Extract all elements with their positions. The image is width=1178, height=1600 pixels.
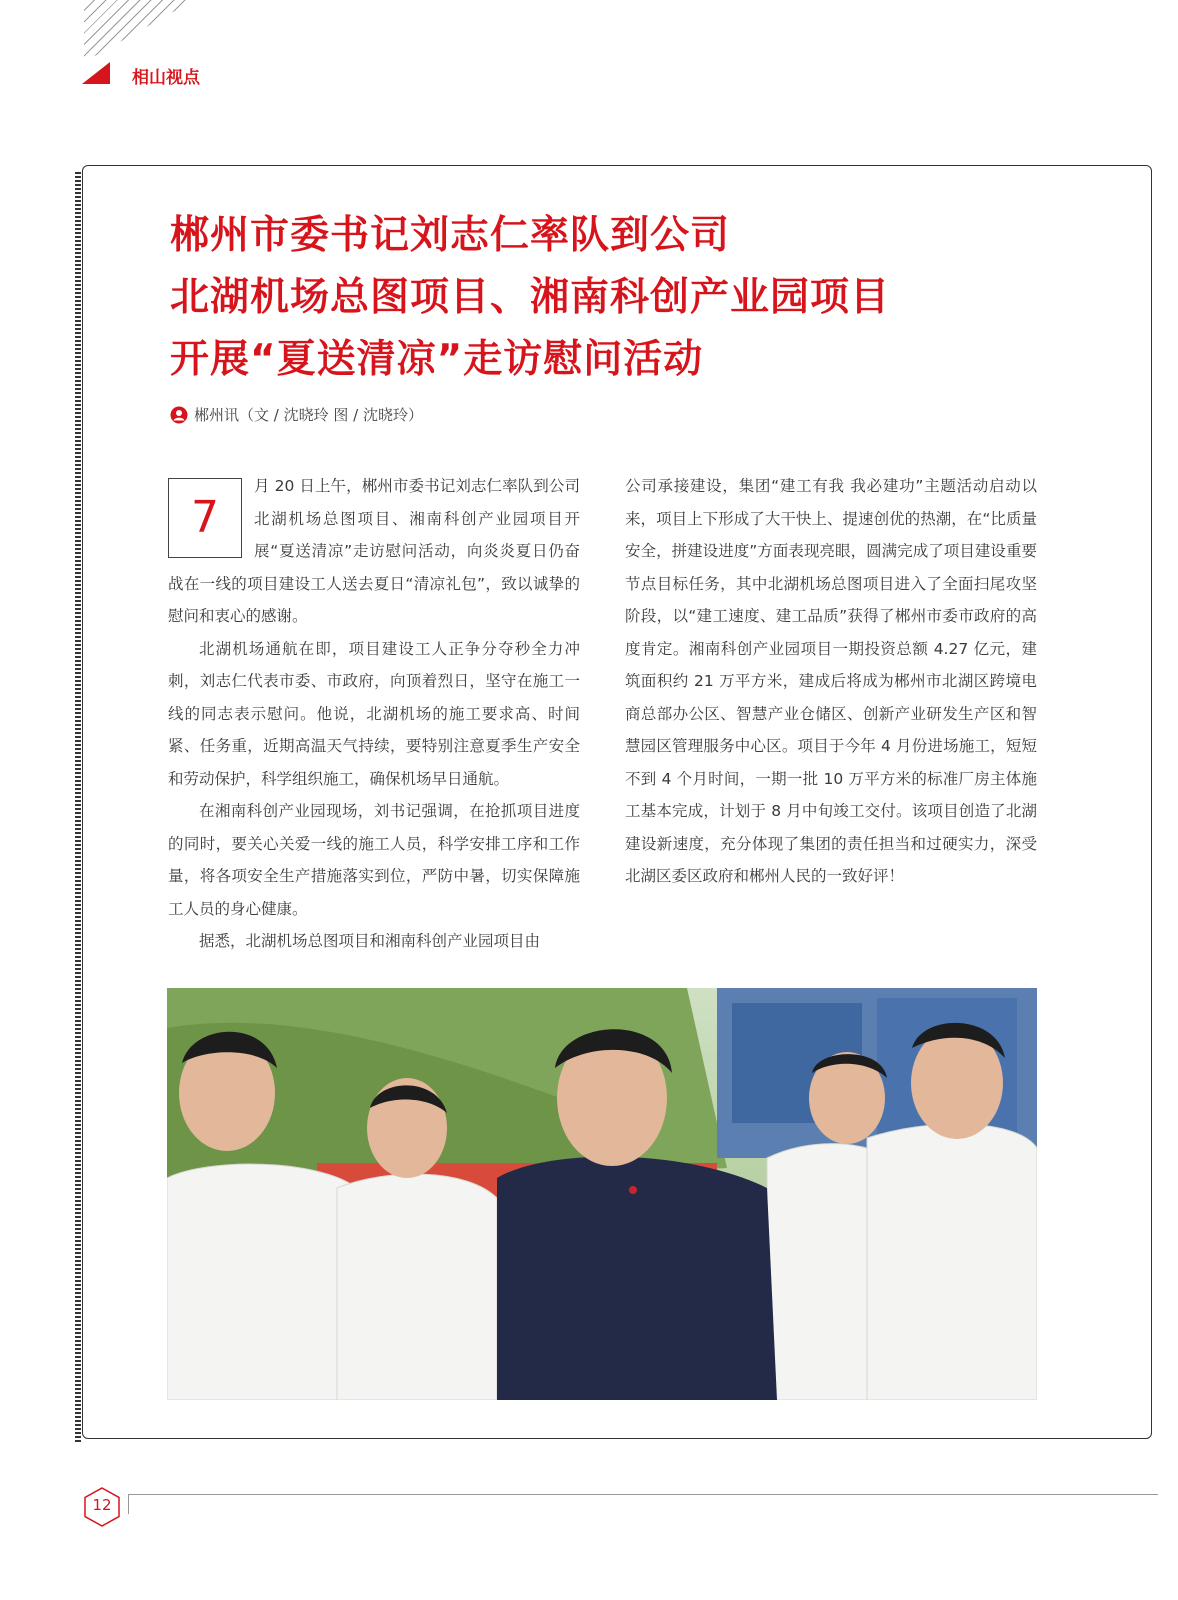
- paragraph: 月 20 日上午，郴州市委书记刘志仁率队到公司北湖机场总图项目、湘南科创产业园项目开展“夏送清凉”走访慰问活动，向炎炎夏日仍奋战在一线的项目建设工人送去夏日“清凉礼包”，致以诚挚的慰问和衷心的感谢。: [168, 477, 580, 625]
- photo-illustration: [167, 988, 1037, 1400]
- section-name: 相山视点: [132, 68, 200, 88]
- footer-rule: [128, 1494, 1158, 1495]
- byline-text: 郴州讯（文 / 沈晓玲 图 / 沈晓玲）: [194, 406, 423, 424]
- title-line: 北湖机场总图项目、湘南科创产业园项目: [170, 275, 891, 320]
- article-photo: [167, 988, 1037, 1400]
- person-icon: [170, 406, 188, 424]
- paragraph: 北湖机场通航在即，项目建设工人正争分夺秒全力冲刺，刘志仁代表市委、市政府，向顶着烈日，坚守在施工一线的同志表示慰问。他说，北湖机场的施工要求高、时间紧、任务重，近期高温天气持续，要特别注意夏季生产安全和劳动保护，科学组织施工，确保机场早日通航。: [168, 639, 580, 788]
- header-hatch-decoration: [84, 0, 194, 62]
- article-column-right: [625, 470, 1037, 893]
- footer-rule-tick: [128, 1494, 129, 1514]
- title-line: 郴州市委书记刘志仁率队到公司: [170, 213, 731, 258]
- paragraph: 公司承接建设，集团“建工有我 我必建功”主题活动启动以来，项目上下形成了大干快上、提速创优的热潮，在“比质量安全，拼建设进度”方面表现亮眼，圆满完成了项目建设重要节点目标任务，其中北湖机场总图项目进入了全面扫尾攻坚阶段，以“建工速度、建工品质”获得了郴州市委市政府的高度肯定。湘南科创产业园项目一期投资总额 4.27 亿元，建筑面积约 21 万平方米，建成后将成为郴州市北湖区跨境电商总部办公区、智慧产业仓储区、创新产业研发生产区和智慧园区管理服务中心区。项目于今年 4 月份进场施工，短短不到 4 个月时间，一期一批 10 万平方米的标准厂房主体施工基本完成，计划于 8 月中旬竣工交付。该项目创造了北湖建设新速度，充分体现了集团的责任担当和过硬实力，深受北湖区委区政府和郴州人民的一致好评！: [625, 477, 1037, 885]
- article-column-left: [168, 470, 580, 958]
- page-number: 12: [92, 1496, 112, 1514]
- drop-cap: 7: [168, 478, 242, 558]
- article-title: [170, 205, 1070, 391]
- paragraph: 据悉，北湖机场总图项目和湘南科创产业园项目由: [199, 932, 541, 950]
- paragraph: 在湘南科创产业园现场，刘书记强调，在抢抓项目进度的同时，要关心关爱一线的施工人员，科学安排工序和工作量，将各项安全生产措施落实到位，严防中暑，切实保障施工人员的身心健康。: [168, 802, 580, 918]
- byline: [170, 404, 423, 425]
- panel-binding-edge: [75, 172, 81, 1442]
- section-marker-triangle: [82, 62, 110, 84]
- title-line: 开展“夏送清凉”走访慰问活动: [170, 337, 704, 382]
